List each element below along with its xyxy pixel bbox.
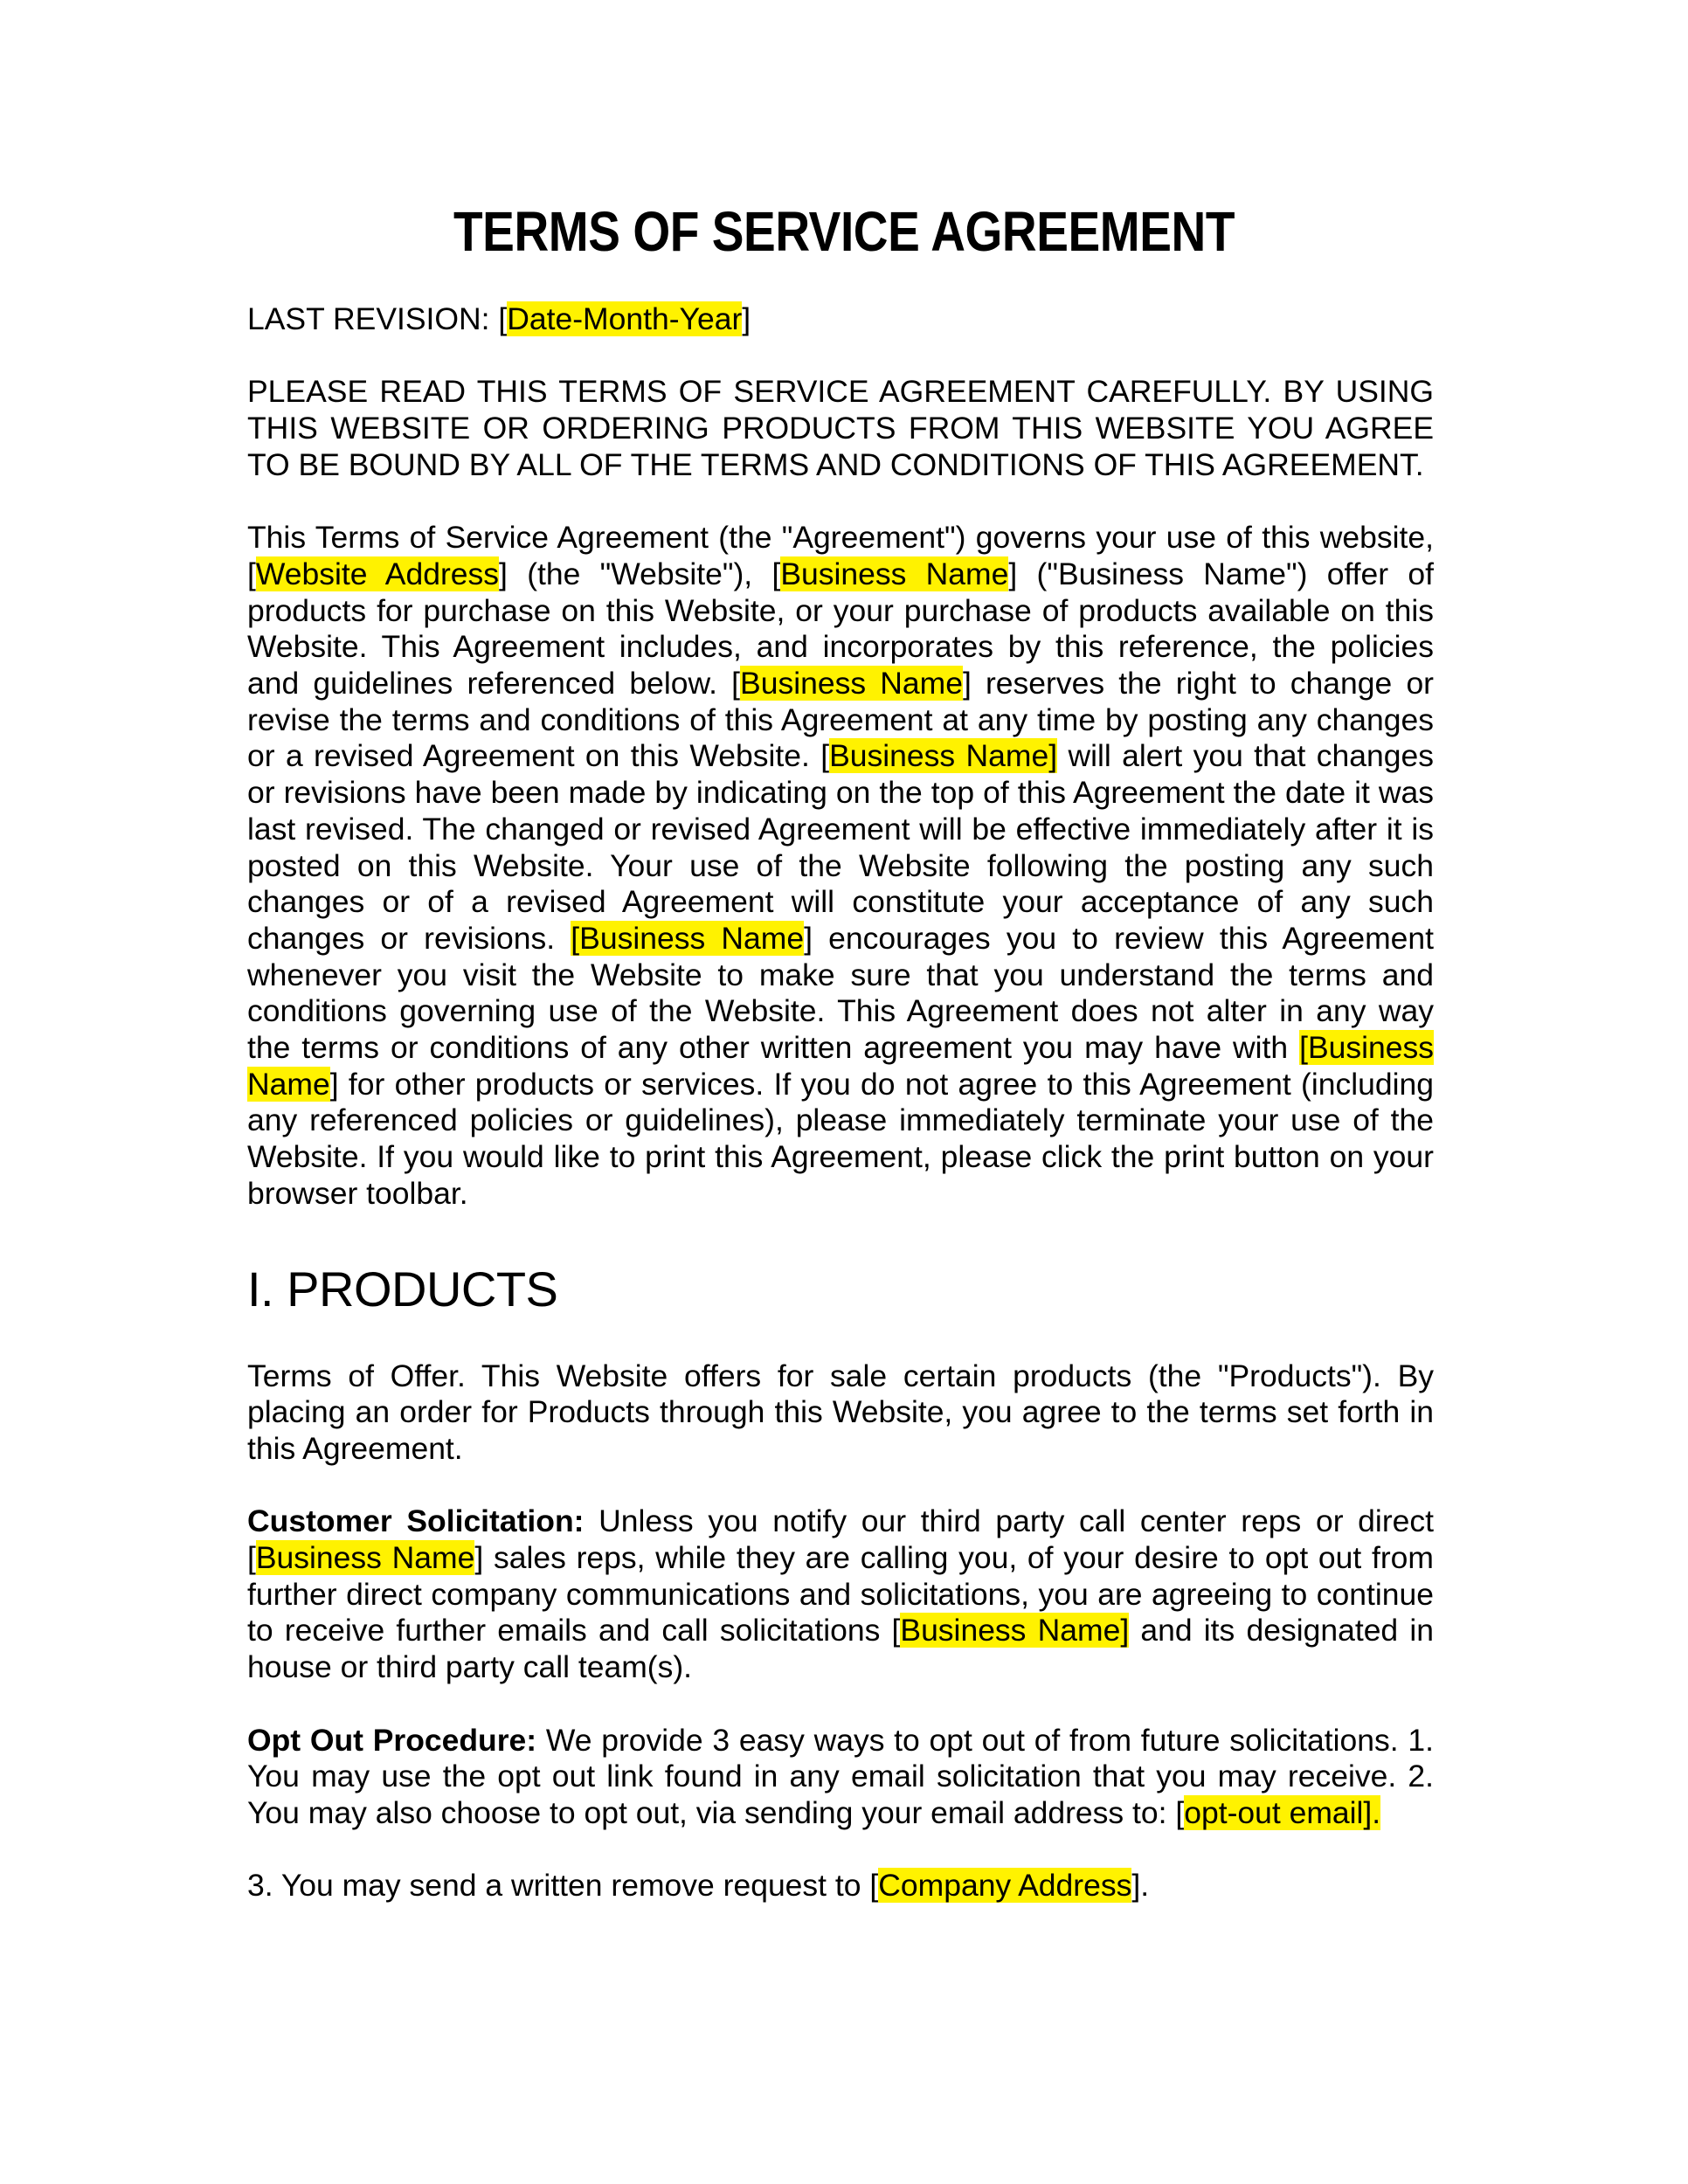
section-heading-products: I. PRODUCTS [247, 1261, 558, 1317]
placeholder-business-name: [Business Name [571, 920, 805, 956]
placeholder-website-address: Website Address [255, 556, 500, 591]
placeholder-business-name: Business Name [740, 666, 963, 701]
terms-of-offer-paragraph: Terms of Offer. This Website offers for sale certain products (the "Products"). By placing an order for Products through this Website, you agree to the terms set forth in this Agreement. [247, 1358, 1434, 1466]
customer-solicitation-paragraph: Customer Solicitation: Unless you notify our third party call center reps or direct [Business Name] sales reps, while they are calling you, of your desire to opt out from further direct company communications and solicitations, you are agreeing to continue to receive further emails and call solicitations [Business Name] and its designated in house or third party call team(s). [247, 1503, 1434, 1685]
opt-out-paragraph: Opt Out Procedure: We provide 3 easy ways to opt out of from future solicitations. 1. You may use the opt out link found in any email solicitation that you may receive. 2. You may also choose to opt out, via sending your email address to: [opt-out email]. [247, 1722, 1434, 1830]
opt-out-item-1: 1. You may use the opt out link found in any email solicitation that you may receive. [247, 1722, 1434, 1794]
document-title: TERMS OF SERVICE AGREEMENT [453, 200, 1235, 263]
notice-paragraph: PLEASE READ THIS TERMS OF SERVICE AGREEMENT CAREFULLY. BY USING THIS WEBSITE OR ORDERING PRODUCTS FROM THIS WEBSITE YOU AGREE TO BE BOUND BY ALL OF THE TERMS AND CONDITIONS OF THIS AGREEMENT. [247, 374, 1434, 482]
solicitation-label: Customer Solicitation: [247, 1503, 585, 1539]
opt-out-label: Opt Out Procedure: [247, 1722, 537, 1758]
opt-out-item-2: 2. You may also choose to opt out, via sending your email address to: [opt-out email]. [247, 1759, 1434, 1830]
placeholder-business-name: Business Name [780, 556, 1009, 591]
placeholder-business-name: Business Name [255, 1540, 475, 1576]
placeholder-opt-out-email: opt-out email]. [1184, 1794, 1381, 1830]
placeholder-business-name: [Business Name [247, 1030, 1434, 1102]
placeholder-business-name: Business Name] [829, 738, 1058, 774]
intro-paragraph: This Terms of Service Agreement (the "Agreement") governs your use of this website, [Website Address] (the "Website"), [Business Name] ("Business Name") offer of products for purchase on this Website, or your purchase of products available on this Website. This Agreement includes, and incorporates by this reference, the policies and guidelines referenced below. [Business Name] reserves the right to change or revise the terms and conditions of this Agreement at any time by posting any changes or a revised Agreement on this Website. [Business Name] will alert you that changes or revisions have been made by indicating on the top of this Agreement the date it was last revised. The changed or revised Agreement will be effective immediately after it is posted on this Website. Your use of the Website following the posting any such changes or of a revised Agreement will constitute your acceptance of any such changes or revisions. [Business Name] encourages you to review this Agreement whenever you visit the Website to make sure that you understand the terms and conditions governing use of the Website. This Agreement does not alter in any way the terms or conditions of any other written agreement you may have with [Business Name] for other products or services. If you do not agree to this Agreement (including any referenced policies or guidelines), please immediately terminate your use of the Website. If you would like to print this Agreement, please click the print button on your browser toolbar. [247, 520, 1435, 1211]
last-revision-line: LAST REVISION: [Date-Month-Year] [247, 301, 751, 336]
placeholder-business-name: Business Name] [900, 1613, 1130, 1648]
opt-out-item-3: 3. You may send a written remove request to [Company Address]. [247, 1868, 1150, 1904]
placeholder-date: Date-Month-Year [507, 301, 743, 336]
placeholder-company-address: Company Address [878, 1868, 1132, 1904]
document-body [247, 301, 1434, 1904]
